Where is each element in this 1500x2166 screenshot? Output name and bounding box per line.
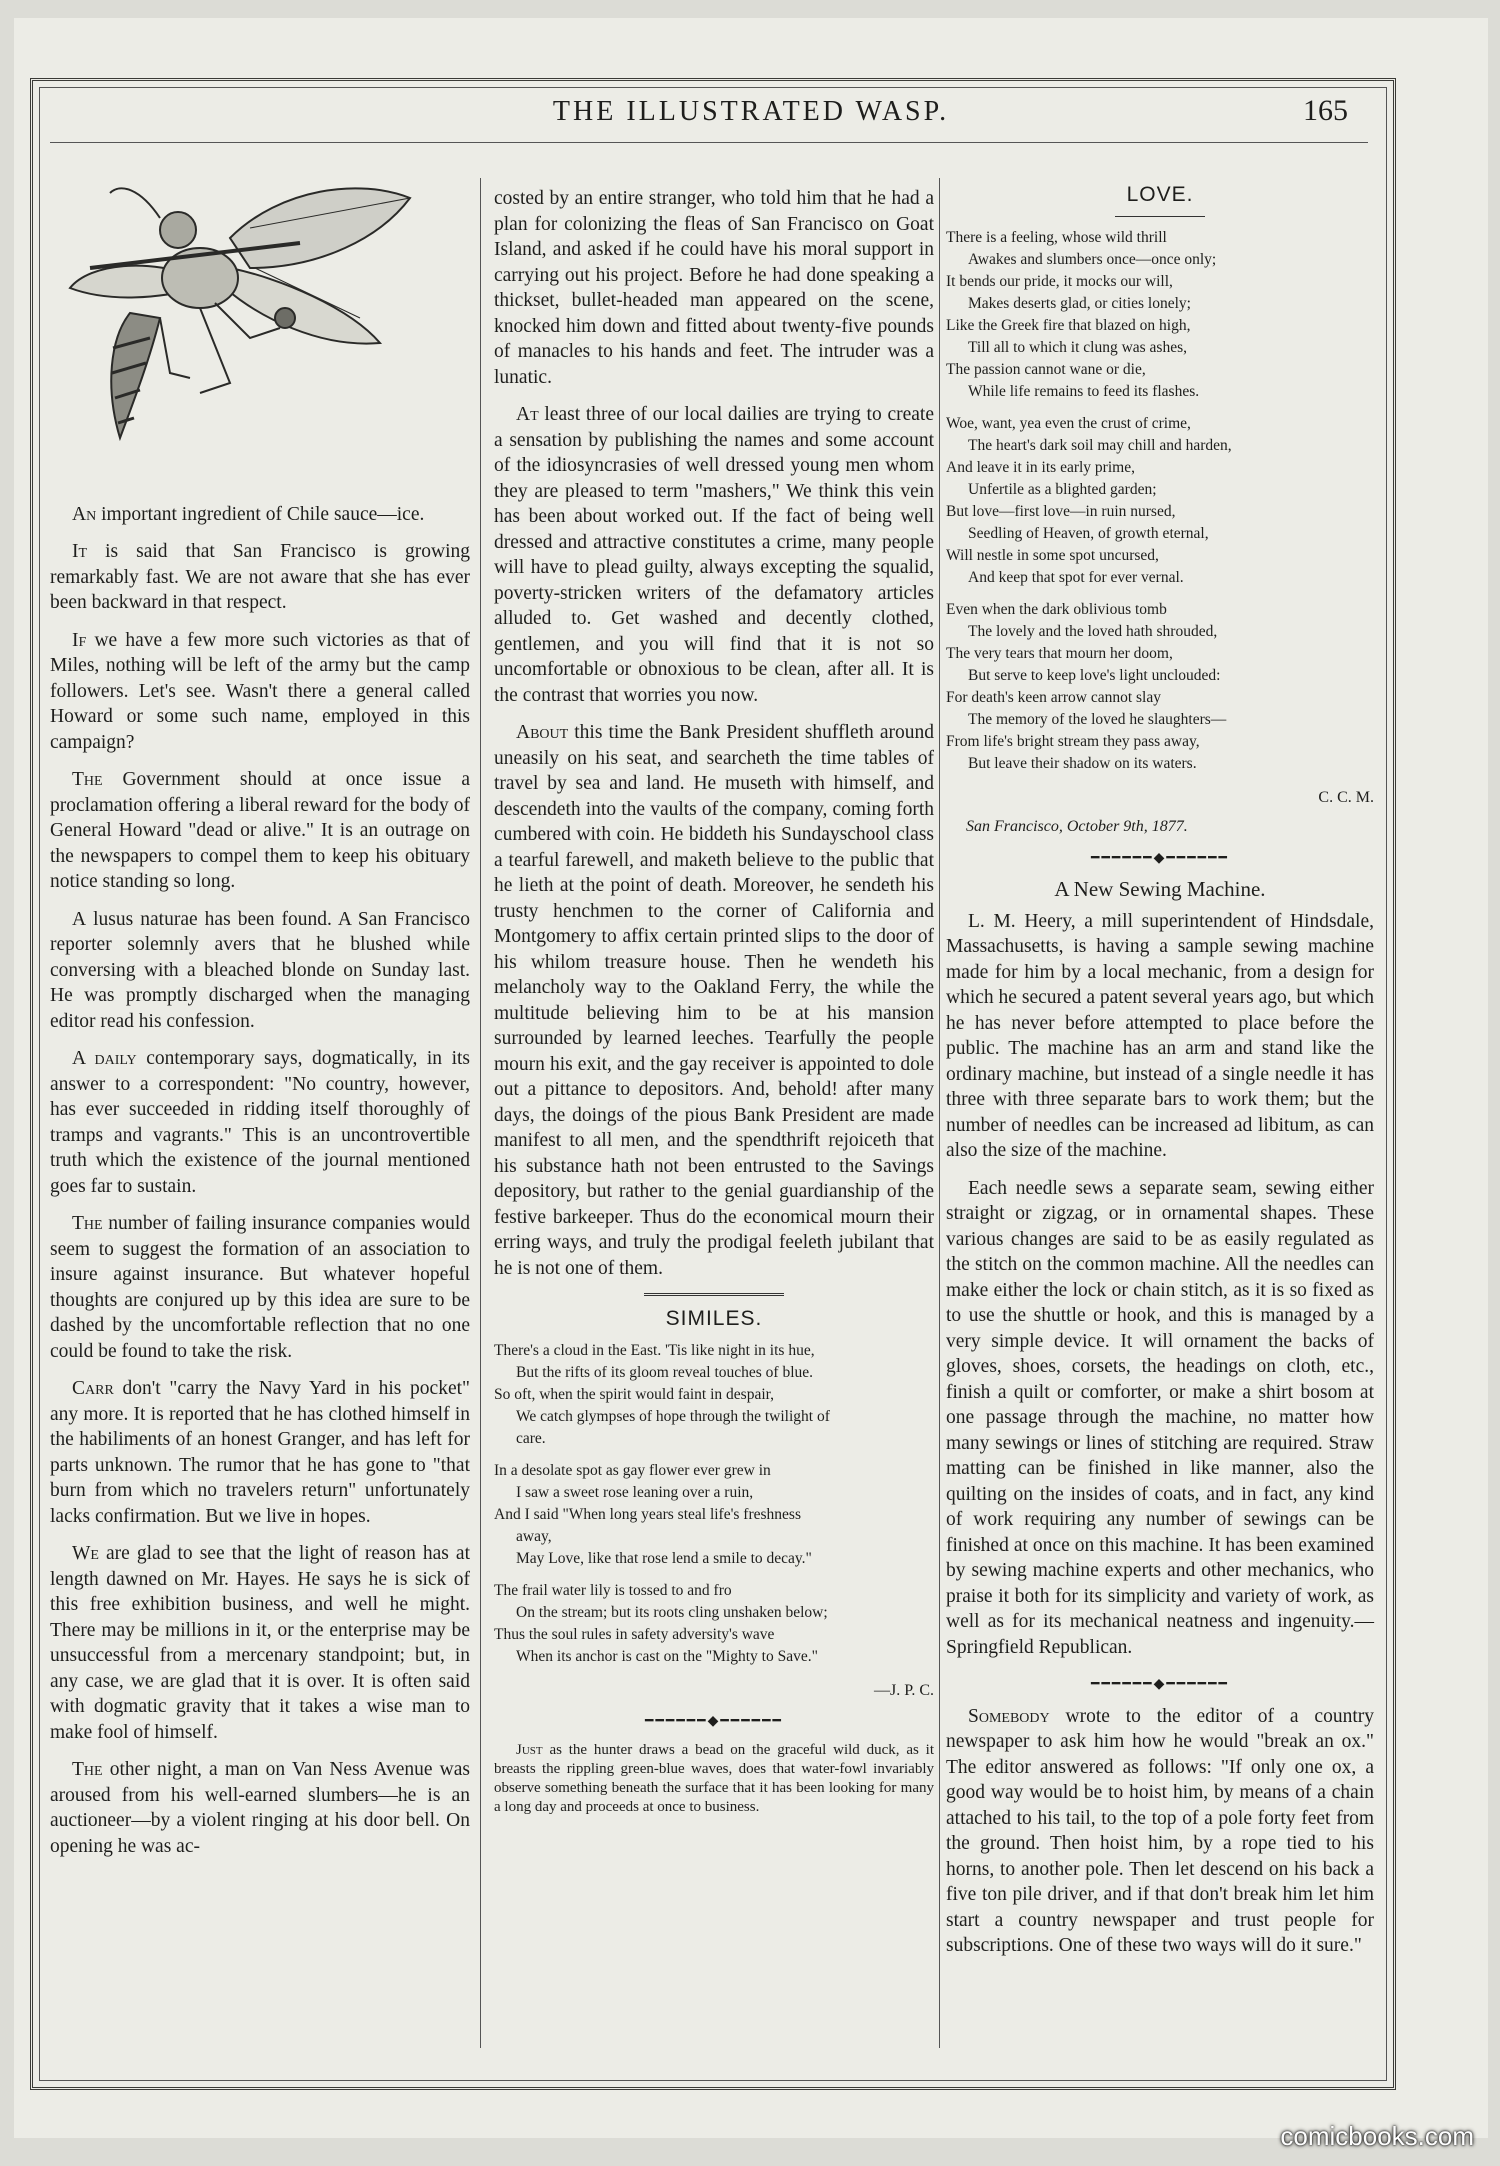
poem-line: From life's bright stream they pass away, (946, 732, 1200, 750)
poem-line: While life remains to feed its flashes. (968, 382, 1200, 400)
paragraph: Carr don't "carry the Navy Yard in his pocket" any more. It is reported that he has clothed himself in the habiliments of an honest Granger, and has left for parts unknown. The rumor that he has gone to "that burn from which no travelers return" unfortunately lacks confirmation. But we live in hopes. (50, 1378, 470, 1527)
poem-line: Like the Greek fire that blazed on high, (946, 316, 1191, 334)
paragraph: Each needle sews a separate seam, sewing either straight or zigzag, or in ornamental shapes. These various changes are said to be as easily regulated as the stitch on the common machine. All the needles can make either the lock or chain stitch, as it is so fixed as to use the shuttle or hook, and this is managed by a very simple device. It will ornament the backs of gloves, shoes, corsets, the headings on cloth, etc., finish a quilt or comforter, or make a shirt bosom at one passage through the machine, no matter how many sewings or lines of stitching are required. Straw matting can be finished in like manner, also the quilting on the insides of coats, and in fact, any kind of work requiring any number of sewings can be finished at once on this machine. It has been examined by sewing machine experts and other mechanics, who praise it both for its simplicity and variety of work, as well as for its mechanical neatness and ingenuity.—Springfield Republican. (946, 1177, 1374, 1658)
paragraph: The number of failing insurance companies would seem to suggest the formation of an association to insure against insurance. But whatever hopeful thoughts are conjured up by this idea are sure to be dashed by the uncomfortable reflection that no one could be found to take the risk. (50, 1213, 470, 1362)
poem-line: And I said "When long years steal life's freshness (494, 1505, 801, 1523)
poem-line: Woe, want, yea even the crust of crime, (946, 414, 1191, 432)
header-rule (50, 142, 1368, 143)
poem-line: The heart's dark soil may chill and harden, (968, 436, 1232, 454)
poem-line: The very tears that mourn her doom, (946, 644, 1173, 662)
love-signature: C. C. M. (1318, 788, 1374, 806)
poem-line: I saw a sweet rose leaning over a ruin, (516, 1483, 754, 1501)
poem-line: care. (516, 1429, 546, 1447)
paragraph: We are glad to see that the light of reason has at length dawned on Mr. Hayes. He says he is sick of this free exhibition business, and well he might. There may be millions in it, or the enterprise may be unsuccessful from a mercenary standpoint; but, in any case, we are glad that it is over. It is often said with dogmatic gravity that it takes a wise man to make fool of himself. (50, 1543, 470, 1743)
poem-line: But love—first love—in ruin nursed, (946, 502, 1176, 520)
sewing-title: A New Sewing Machine. (1054, 877, 1266, 901)
poem-line: Makes deserts glad, or cities lonely; (968, 294, 1191, 312)
paragraph: Somebody wrote to the editor of a country newspaper to ask him how he would "break an ox." The editor answered as follows: "If only one ox, a good way would be to hoist him, by means of a chain attached to his tail, to the top of a pole forty feet from the ground. Then hoist him, by a rope tied to his horns, to another pole. Then let descend on his back a five ton pile driver, and if that don't break him let him start a country newspaper and trust people for subscriptions. One of these two ways will do it sure." (946, 1705, 1374, 1956)
column-3 (946, 178, 1374, 1971)
ornament-divider: ━━━━━━◆━━━━━━ (645, 1714, 783, 1729)
poem-line: Even when the dark oblivious tomb (946, 600, 1167, 618)
poem-line: May Love, like that rose lend a smile to decay." (516, 1549, 812, 1567)
stanza-break (946, 403, 1374, 413)
love-dateline: San Francisco, October 9th, 1877. (966, 818, 1188, 835)
masthead-title: THE ILLUSTRATED WASP. (552, 96, 950, 127)
paragraph: A daily contemporary says, dogmatically, in its answer to a correspondent: "No country, however, has ever succeeded in ridding itself thoroughly of tramps and vagrants." This is an uncontrovertible truth which the existence of the journal mentioned goes far to sustain. (50, 1048, 470, 1197)
poem-line: There is a feeling, whose wild thrill (946, 228, 1167, 246)
ornament-divider: ━━━━━━◆━━━━━━ (1091, 850, 1229, 866)
poem-line: On the stream; but its roots cling unshaken below; (516, 1603, 828, 1621)
poem-line: But serve to keep love's light unclouded: (968, 666, 1221, 684)
love-poem (946, 227, 1374, 775)
poem-line: The memory of the loved he slaughters— (968, 710, 1227, 728)
paragraph: The other night, a man on Van Ness Avenue was aroused from his well-earned slumbers—he is an auctioneer—by a violent ringing at his door bell. On opening he was ac- (50, 1759, 470, 1857)
paragraph: An important ingredient of Chile sauce—ice. (72, 503, 425, 525)
stanza-break (494, 1450, 934, 1460)
poem-line: Will nestle in some spot uncursed, (946, 546, 1159, 564)
poem-line: But leave their shadow on its waters. (968, 754, 1197, 772)
section-divider (644, 1293, 784, 1296)
poem-line: It bends our pride, it mocks our will, (946, 272, 1173, 290)
poem-line: In a desolate spot as gay flower ever grew in (494, 1461, 771, 1479)
poem-line: Thus the soul rules in safety adversity's wave (494, 1625, 775, 1643)
column-1 (50, 168, 470, 1871)
poem-line: When its anchor is cast on the "Mighty to Save." (516, 1647, 818, 1665)
newspaper-page (14, 18, 1488, 2138)
poem-line: The lovely and the loved hath shrouded, (968, 622, 1218, 640)
poem-line: Awakes and slumbers once—once only; (968, 250, 1217, 268)
wasp-illustration (50, 168, 470, 488)
poem-line: So oft, when the spirit would faint in despair, (494, 1385, 775, 1403)
page-number: 165 (1303, 94, 1348, 127)
column-2 (494, 186, 934, 1829)
poem-line: And keep that spot for ever vernal. (968, 568, 1184, 586)
paragraph: At least three of our local dailies are trying to create a sensation by publishing the names and some account of the idiosyncrasies of well dressed young men whom they are pleased to term "mashers," We think this vein has been about worked out. If the fact of being well dressed and attractive constitutes a crime, many people will have to plead guilty, always excepting the squalid, poverty-stricken writers of the defamatory articles alluded to. Get washed and decently clothed, gentlemen, and you will find that it is not so uncomfortable or obnoxious to be clean, after all. It is the contrast that worries you now. (494, 404, 934, 706)
stanza-break (494, 1570, 934, 1580)
similes-title: SIMILES. (665, 1307, 763, 1330)
title-rule (1115, 216, 1205, 217)
column-rule (939, 178, 940, 2048)
poem-line: There's a cloud in the East. 'Tis like night in its hue, (494, 1341, 815, 1359)
paragraph: Just as the hunter draws a bead on the graceful wild duck, as it breasts the rippling green-blue waves, does that water-fowl invariably observe something beneath the surface that it has been looking for many a long day and proceeds at once to business. (494, 1741, 934, 1815)
paragraph: If we have a few more such victories as that of Miles, nothing will be left of the army but the camp followers. Let's see. Wasn't there a general called Howard or some such name, employed in this campaign? (50, 629, 470, 753)
poem-line: For death's keen arrow cannot slay (946, 688, 1161, 706)
poem-line: And leave it in its early prime, (946, 458, 1135, 476)
poem-line: The passion cannot wane or die, (946, 360, 1146, 378)
paragraph: The Government should at once issue a proclamation offering a liberal reward for the body of General Howard "dead or alive." It is an outrage on the newspapers to compel them to keep his obituary notice standing so long. (50, 769, 470, 892)
paragraph: About this time the Bank President shuffleth around uneasily on his seat, and searcheth the time tables of travel by sea and land. He museth with himself, and descendeth into the vaults of the company, coming forth cumbered with coin. He biddeth his Sundayschool class a tearful farewell, and maketh believe to the public that he lieth at the point of death. Moreover, he sendeth his trusty henchmen to the corner of California and Montgomery to affix certain printed slips to the door of his whilom treasure house. Then he wendeth his melancholy way to the Oakland Ferry, the while the multitude believing him to be at his mansion surrounded by learned leeches. Tearfully the people mourn his exit, and the gay receiver is appointed to dole out a pittance to depositors. And, behold! after many days, the doings of the pious Bank President are made manifest to all men, and the spendthrift rejoiceth that his substance hath not been entrusted to the Savings depository, but rather to the genial guardianship of the festive barkeeper. Thus do the economical mourn their erring ways, and truly the prodigal feeleth jubilant that he is not one of them. (494, 722, 934, 1279)
poem-line: Unfertile as a blighted garden; (968, 480, 1157, 498)
stanza-break (946, 589, 1374, 599)
paragraph: A lusus naturae has been found. A San Francisco reporter solemnly avers that he blushed while conversing with a bleached blonde on Sunday last. He was promptly discharged when the managing editor read his confession. (50, 908, 470, 1032)
site-watermark: comicbooks.com (1280, 2121, 1474, 2151)
love-title: LOVE. (1126, 183, 1194, 206)
poem-line: But the rifts of its gloom reveal touches of blue. (516, 1363, 814, 1381)
poem-line: away, (516, 1527, 552, 1545)
paragraph: L. M. Heery, a mill superintendent of Hindsdale, Massachusetts, is having a sample sewing machine made for him by a local mechanic, from a design for which he secured a patent several years ago, but which he has never before attempted to place before the public. The machine has an arm and stand like the ordinary machine, but instead of a single needle it has three with three separate bars to work them; but the number of needles can be increased ad libitum, as can also the size of the machine. (946, 910, 1374, 1161)
ornament-divider: ━━━━━━◆━━━━━━ (1091, 1677, 1229, 1692)
poem-line: We catch glympses of hope through the twilight of (516, 1407, 830, 1425)
similes-signature: —J. P. C. (873, 1681, 934, 1699)
poem-line: Seedling of Heaven, of growth eternal, (968, 524, 1209, 542)
similes-poem (494, 1340, 934, 1668)
column-rule (480, 178, 481, 2048)
poem-line: Till all to which it clung was ashes, (968, 338, 1187, 356)
poem-line: The frail water lily is tossed to and fro (494, 1581, 732, 1599)
paragraph: It is said that San Francisco is growing remarkably fast. We are not aware that she has ever been backward in that respect. (50, 541, 470, 613)
paragraph: costed by an entire stranger, who told him that he had a plan for colonizing the fleas of San Francisco on Goat Island, and asked if he could have his moral support in carrying out his project. Before he had done speaking a thickset, bullet-headed man appeared on the scene, knocked him down and fitted about twenty-five pounds of manacles to his hands and feet. The intruder was a lunatic. (494, 188, 934, 388)
